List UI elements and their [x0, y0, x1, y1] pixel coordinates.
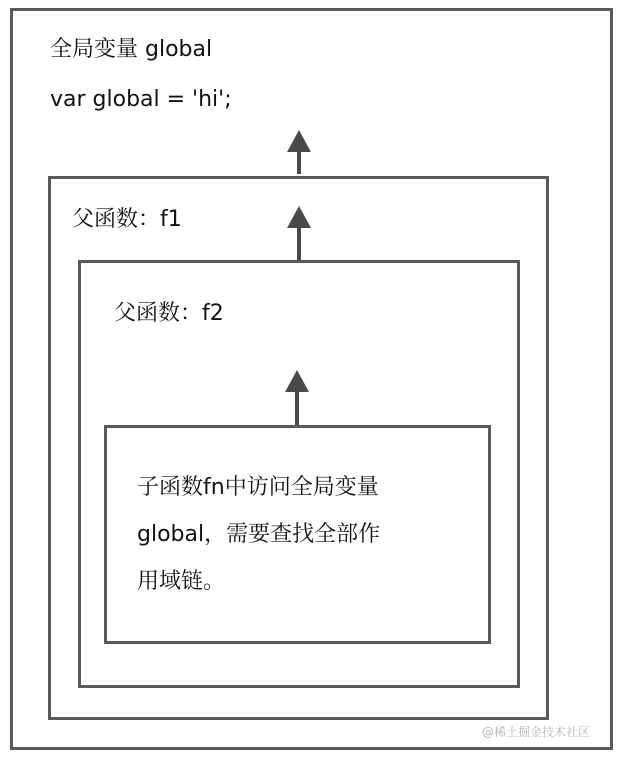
watermark: @稀土掘金技术社区	[482, 725, 591, 739]
f1-scope-label: 父函数：f1	[72, 207, 182, 232]
up-arrow-icon	[287, 206, 311, 260]
global-scope-title: 全局变量 global	[50, 37, 213, 62]
f2-scope-label: 父函数：f2	[114, 301, 224, 326]
up-arrow-icon	[285, 370, 309, 425]
fn-scope-text-line: 用域链。	[137, 569, 226, 594]
up-arrow-icon	[287, 130, 311, 174]
global-scope-code: var global = 'hi';	[50, 87, 232, 112]
fn-scope-text-line: global，需要查找全部作	[137, 522, 381, 547]
fn-scope-text-line: 子函数fn中访问全局变量	[137, 475, 379, 500]
